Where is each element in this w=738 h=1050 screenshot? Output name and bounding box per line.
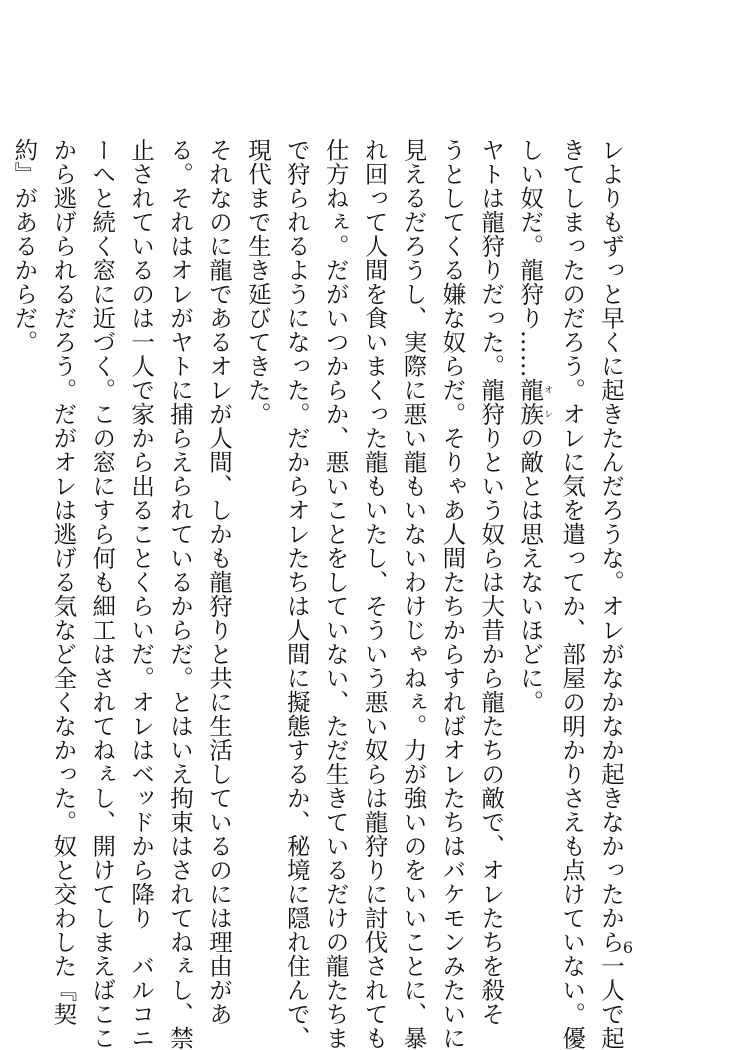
page-number: 6 (622, 938, 634, 957)
text-line-3 (510, 138, 552, 908)
text-line-2: きてしまったのだろう。オレに気を遣ってか、部屋の明かりさえも点けていない。優 (558, 138, 587, 1050)
text-line-5: うとしてくる嫌な奴らだ。そりゃあ人間たちからすればオレたちはバケモンみたいに (438, 138, 467, 1050)
ruby-reading: オレ (542, 378, 553, 426)
ruby-base: 龍族 (516, 378, 545, 426)
text-line-14: ーへと続く窓に近づく。この窓にすら何も細工はされてねぇし、開けてしまえばここ (88, 138, 117, 1050)
text-line-9: で狩られるようになった。だからオレたちは人間に擬態するか、秘境に隠れ住んで、 (282, 138, 311, 1050)
text-line-13: 止されているのは一人で家から出ることくらいだ。オレはベッドから降り バルコニ (127, 138, 156, 1050)
text-line-3-start: しい奴だ。龍狩り…… (516, 138, 545, 378)
text-line-11: それなのに龍であるオレが人間、しかも龍狩りと共に生活しているのには理由があ (204, 138, 233, 1026)
text-line-10: 現代まで生き延びてきた。 (243, 138, 272, 426)
text-line-7: れ回って人間を食いまくった龍もいたし、そういう悪い奴らは龍狩りに討伐されても (360, 138, 389, 1050)
text-line-1: レよりもずっと早くに起きたんだろうな。オレがなかなか起きなかったから一人で起 (597, 138, 625, 1050)
text-line-12: る。それはオレがヤトに捕らえられているからだ。とはいえ拘束はされてねぇし、禁 (166, 138, 195, 1050)
vertical-text-block (5, 138, 631, 1050)
text-line-4: ヤトは龍狩りだった。龍狩りという奴らは大昔から龍たちの敵で、オレたちを殺そ (477, 138, 506, 1026)
text-line-16: 約』があるからだ。 (10, 138, 39, 354)
text-line-3-end: の敵とは思えないほどに。 (516, 426, 545, 714)
ruby-annotation (516, 378, 553, 426)
text-line-15: から逃げられるだろう。だがオレは逃げる気など全くなかった。奴と交わした『契 (49, 138, 78, 1026)
text-line-8: 仕方ねぇ。だがいつからか、悪いことをしていない、ただ生きているだけの龍たちま (321, 138, 350, 1050)
text-line-6: 見えるだろうし、実際に悪い龍もいないわけじゃねぇ。力が強いのをいいことに、暴 (399, 138, 428, 1050)
